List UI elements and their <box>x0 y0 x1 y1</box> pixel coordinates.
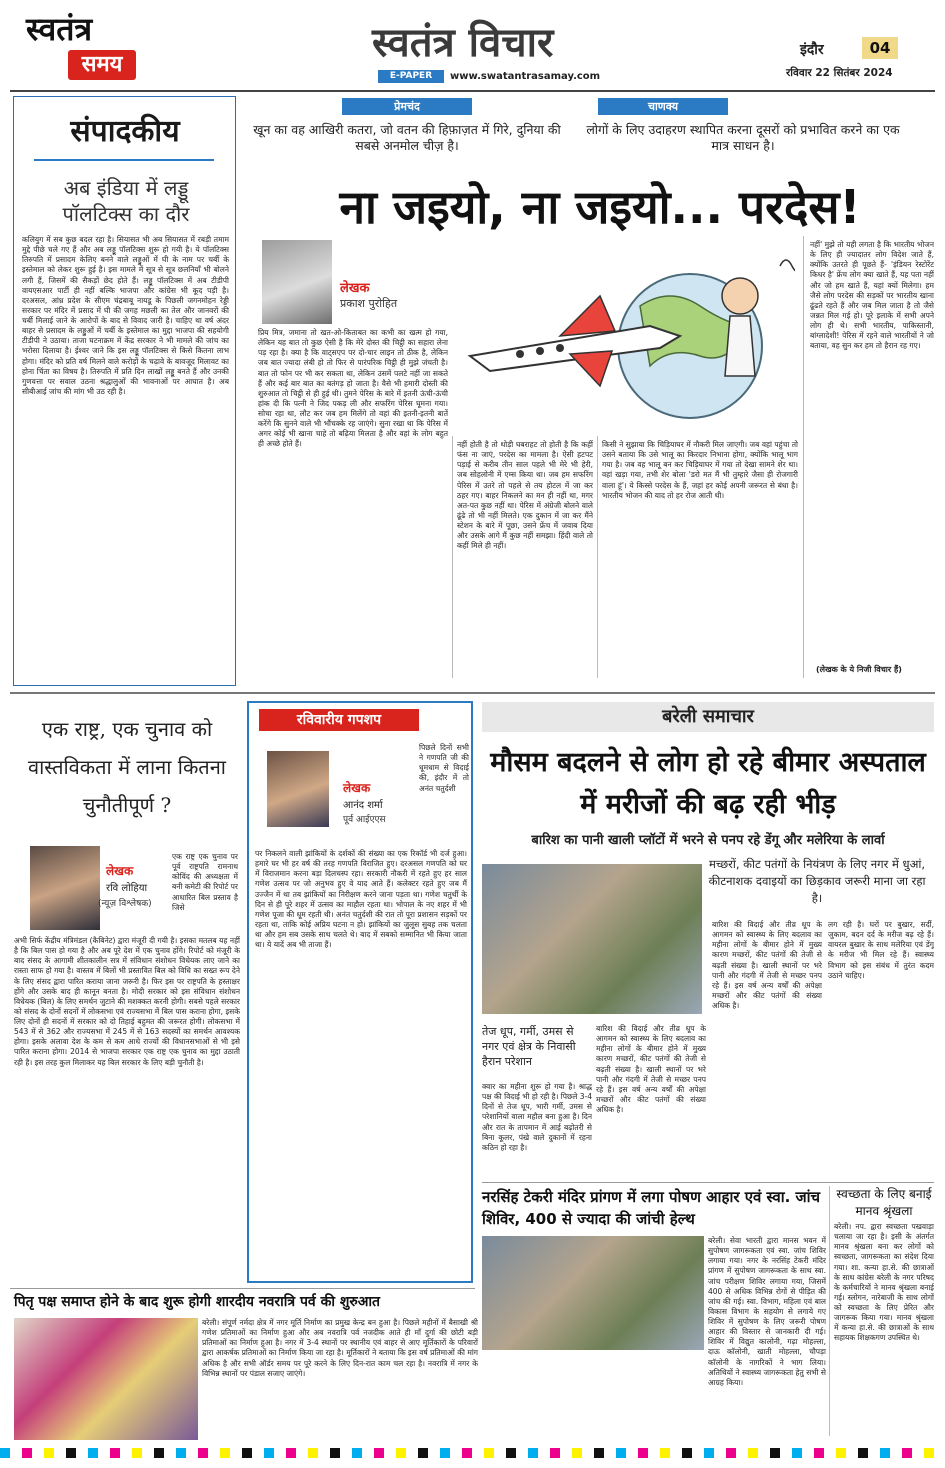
byline-label-main: लेखक <box>340 281 370 296</box>
issue-date: रविवार 22 सितंबर 2024 <box>786 67 893 79</box>
main-article-note: (लेखक के ये निजी विचार हैं) <box>816 665 902 674</box>
page-title: स्वतंत्र विचार <box>372 19 554 66</box>
navratri-headline: पितृ पक्ष समाप्त होने के बाद शुरू होगी शारदीय नवरात्रि पर्व की शुरुआत <box>14 1294 380 1310</box>
camp-headline: नरसिंह टेकरी मंदिर प्रांगण में लगा पोषण आहार एवं स्वा. जांच शिविर, 400 से ज्यादा की जांची हेल्थ <box>482 1188 821 1228</box>
cartoon-illustration <box>450 236 795 436</box>
main-article-col1: प्रिय मित्र, जमाना तो खत-ओ-किताबत का कभी का खत्म हो गया, लेकिन यह बात तो कुछ ऐसी है कि मेरे दोस्त की चिट्ठी का सहारा लेना पड़ रहा है। क्या है कि वाट्सएप पर दो-चार लाइन तो ठीक है, लेकिन जब बात ज्यादा लंबी हो तो फिर से पारंपरिक चिट्ठी ही मुझे जंचती है। बात तो फोन पर भी कर सकता था, लेकिन उसमें पलटे नहीं जा सकते हैं और कई बार बात का बतंगड़ हो जाता है। वैसे भी हमारी दोस्ती की शुरुआत तो चिट्ठी से ही हुई थी। तुमने पेरिस के बारे में इतनी ऊंची-ऊंची हांक दी कि पत्नी ने जिद पकड़ ली और सफरिंग पेरिस घूमना गया। सोचा रहा था, लौट कर जब हम मिलेंगे तो वहां की इतनी-इतनी बातें करेंगे कि सुनने वाले भी भौंचक्के रह जाएंगे। सुना रखा था कि पेरिस में अगर कोई भी खाना चाहे तो बढ़िया मिलता है और वहां के लोग बहुत ही अच्छे होते हैं। <box>258 328 448 449</box>
main-col-divider-1 <box>452 436 453 678</box>
bareilly-headline: मौसम बदलने से लोग हो रहे बीमार अस्पताल में मरीजों की बढ़ रही भीड़ <box>490 747 926 820</box>
page-number: 04 <box>862 37 898 59</box>
quote-chanakya <box>578 98 908 156</box>
bareilly-subhead2: मच्छरों, कीट पतंगों के नियंत्रण के लिए नगर में धुआं, कीटनाशक दवाइयों का छिड़काव जरूरी माना जा रहा है। <box>708 857 926 905</box>
bareilly-section-bar <box>482 702 934 732</box>
byline-author-main: प्रकाश पुरोहित <box>340 297 398 310</box>
main-headline: ना जइयो, ना जइयो... परदेस! <box>339 180 861 234</box>
main-article-col3: किसी ने सुझाया कि चिड़ियाघर में नौकरी मिल जाएगी। जब वहां पहुंचा तो उसने बताया कि उसे भालू का किरदार निभाना होगा, क्योंकि भालू भाग गया है। जब वह भालू बन कर चिड़ियाघर में गया तो देखा सामने शेर था। वहां खड़ा गया, तभी शेर बोला 'डरो मत मैं भी तुम्हारे जैसा ही रोजगारी वाला हूं'। ये किस्से परदेस के हैं, जहां हर कोई अपनी जरूरत से बंधा है। भारतीय भोजन की याद तो हर रोज आती थी। <box>602 440 798 500</box>
bareilly-photo-caption: तेज धूप, गर्मी, उमस से नगर एवं क्षेत्र के निवासी हैरान परेशान <box>482 1025 576 1068</box>
bareilly-body2: क्वार का महीना शुरू हो गया है। श्राद्ध पक्ष की विदाई भी हो रही है। पिछले 3-4 दिनों से तेज धूप, भारी गर्मी, उमस से परेशानियों वाला महौल बना हुआ है। दिन और रात के तापमान में आई बढ़ोतरी से बिना कूलर, पंखे वाले दुकानों में रहना कठिन हो रहा है। <box>482 1082 592 1152</box>
quote-author-premchand: प्रेमचंद <box>342 98 472 115</box>
byline-note-gapshap: पूर्व आईएएस <box>343 815 386 825</box>
main-col-divider-2 <box>597 436 598 678</box>
main-article-col4: नहीं' मुझे तो यही लगता है कि भारतीय भोजन के लिए ही ज्यादातर लोग विदेश जाते हैं, क्योंकि उतरते ही पूछते हैं- 'इंडियन रेस्टोरेंट किधर है' फ्रेंच लोग क्या खाते हैं, यह पता नहीं और जो हम खाते हैं, यहां क्यों मिलेगा। हम जैसे लोग परदेस की सड़कों पर भारतीय खाना ढूंढते रहते हैं और जब मिल जाता है तो जैसे जन्नत मिल गई हो। पूरे इलाके में सभी अपने लोग ही थे। सभी भारतीय, पाकिस्तानी, बांग्लादेशी! पेरिस में रहने वाले भारतीयों ने जो बताया, वह सुन कर हम तो हैरान रह गए। <box>810 240 934 351</box>
gapshap-section: रविवारीय गपशप <box>259 709 419 731</box>
author-photo-prakash <box>262 240 332 324</box>
election-headline: एक राष्ट्र, एक चुनाव को वास्तविकता में लाना कितना चुनौतीपूर्ण ? <box>28 717 226 817</box>
editorial-headline: अब इंडिया में लड्डू पॉलटिक्स का दौर <box>62 176 190 226</box>
editorial-body: कलियुग में सब कुछ बदल रहा है। सियासत भी अब सियासत में रबड़ी तमाम मुद्दे पीछे चले गए हैं और अब लड्डू पॉलटिक्स शुरू हो गयी है। ये पॉलटिक्स तिरुपति में प्रसादम केलिए बनने वाले लड्डुओं में घी के नाम पर चर्बी के इस्तेमाल को लेकर शुरू हुई है। इस मामले में सूत्र से सूत्र छलनियाँ भी बोलने लगी हैं, जिसमें की सैकड़ों छेद होते हैं। लड्डू पॉलटिक्स में अब टीडीपी वायएसआर पार्टी ही नहीं बल्कि भाजपा और कांग्रेस भी कूद पड़ी है। दरअसल, आंध्र प्रदेश के सीएम चंद्रबाबू नायडू के पिछली जगनमोहन रेड्डी सरकार पर मंदिर में प्रसाद में घी की जगह मछली का तेल और जानवरों की चर्बी मिलाई जाने के आरोपों के बाद से विवाद जारी है। चाहिए था वर्ष अंदर बाहर से प्रसादम के लड्डुओं में चर्बी के इस्तेमाल का मुद्दा भाजपा की सहयोगी टीडीपी ने उठाया। ताजा घटनाक्रम में केंद्र सरकार ने भी मामले की जांच का भरोसा दिलाया है। ईश्वर जाने कि इस लड्डू पॉलटिक्स से किसे कितना लाभ होगा। मंदिर को प्रति वर्ष मिलने वाले करोड़ों के चढ़ावे के बावजूद मिलावट का होना चिंता का विषय है। तिरुपति में प्रति दिन लाखों लड्डू बनते हैं और उनकी गुणवत्ता पर सवाल उठना श्रद्धालुओं की भावनाओं पर आघात है। अब सीबीआई जांच की मांग भी उठ रही है। <box>22 235 229 396</box>
gapshap-body: पर निकलने वाली झांकियों के दर्शकों की संख्या का एक रिकॉर्ड भी दर्ज हुआ। हमारे घर भी हर वर्ष की तरह गणपति विराजित हुए। दरअसल गणपति को घर में विराजमान करना बड़ा दिलचस्प रहा। सरकारी नौकरी में रहते हुए हर साल गणेश उत्सव पर जो अनुभव हुए वे याद आते हैं। कलेक्टर रहते हुए जब मैं उज्जैन में था तब झांकियों का निरीक्षण करने जाना पड़ता था। गणेश चतुर्थी के दिन से ही पूरे शहर में उत्सव का माहौल रहता था। भोपाल के नए शहर में भी गणेश पूजा की धूम रहती थी। अनंत चतुर्दशी की रात तो पूरा प्रशासन सड़कों पर रहता था, ताकि कोई अप्रिय घटना न हो। झांकियों का जुलूस सुबह तक चलता था और हम सब उसके साथ चलते थे। बाद में सबको सम्मानित भी किया जाता था। ये यादें अब भी ताजा हैं। <box>255 849 467 950</box>
gapshap-box <box>247 701 473 1283</box>
upper-section-divider <box>10 692 935 694</box>
editorial-section: संपादकीय <box>70 114 180 149</box>
quote-premchand <box>246 98 568 156</box>
bareilly-section: बरेली समाचार <box>662 706 754 727</box>
masthead-divider <box>10 90 935 92</box>
author-photo-anand <box>267 751 329 827</box>
logo-line1: स्वतंत्र <box>26 10 93 48</box>
epaper-badge: E-PAPER <box>378 70 444 83</box>
main-col-divider-3 <box>803 236 804 678</box>
bareilly-body3: लग रही है। घरों पर बुखार, सर्दी, जुकाम, बदन दर्द के मरीज बढ़ रहे हैं। वायरल बुखार के साथ मलेरिया एवं डेंगू के मरीज भी मिल रहे हैं। स्वास्थ्य विभाग को इस संबंध में तुरंत कदम उठाने चाहिए। <box>828 920 934 980</box>
byline-label-gapshap: लेखक <box>343 781 371 795</box>
hospital-photo <box>482 864 702 1014</box>
election-lead: एक राष्ट्र एक चुनाव पर पूर्व राष्ट्रपति रामनाथ कोविंद की अध्यक्षता में बनी कमेटी की रिपोर्ट पर आधारित बिल प्रस्ताव है जिसे <box>172 852 238 912</box>
cleanliness-headline: स्वच्छता के लिए बनाई मानव श्रृंखला <box>836 1187 932 1218</box>
navratri-photo <box>14 1318 198 1440</box>
author-photo-ravi <box>30 846 100 930</box>
bareilly-body2b: बारिश की विदाई और तीव्र धूप के आगमन को स्वास्थ्य के लिए बदलाव का महीना लोगों के बीमार होने में मुख्य कारण मच्छरों, कीट पतंगों की तेजी से बढ़ती संख्या है। खाली स्थानों पर भरे पानी और गंदगी में तेजी से मच्छर पनप रहे हैं। इस वर्ष अन्य वर्षों की अपेक्षा मच्छरों और कीट पतंगों की संख्या अधिक है। <box>596 1024 706 1114</box>
navratri-divider <box>10 1288 475 1289</box>
city-label: इंदौर <box>800 42 824 58</box>
website-link[interactable]: www.swatantrasamay.com <box>450 71 601 82</box>
quote-text-premchand: खून का वह आखिरी कतरा, जो वतन की हिफ़ाज़त में गिरे, दुनिया की सबसे अनमोल चीज़ है। <box>253 122 561 153</box>
logo-line2: समय <box>68 50 136 80</box>
bareilly-subhead1: बारिश का पानी खाली प्लॉटों में भरने से पनप रहे डेंगू और मलेरिया के लार्वा <box>531 833 885 848</box>
navratri-body: बरेली। संपूर्ण नर्मदा क्षेत्र में नगर मूर्ति निर्माण का प्रमुख केन्द्र बन हुआ है। पिछले महीनों में बैसाखी श्री गणेश प्रतिमाओं का निर्माण हुआ और अब नवरात्रि पर्व नजदीक आते ही माँ दुर्गा की छोटी बड़ी प्रतिमाओं का निर्माण हुआ है। नगर में 3-4 स्थानों पर स्थानीय एवं बाहर से आए मूर्तिकारों के परिवारों द्वारा आकर्षक प्रतिमाओं का निर्माण किया जा रहा है। मूर्तिकारों ने बताया कि इस वर्ष प्रतिमाओं की मांग अधिक है और सभी ऑर्डर समय पर पूरे करने के लिए दिन-रात काम चल रहा है। नवरात्रि में नगर के विभिन्न स्थानों पर पंडाल सजाए जाएंगे। <box>202 1318 478 1378</box>
election-body: अभी सिर्फ केंद्रीय मंत्रिमंडल (कैबिनेट) द्वारा मंजूरी दी गयी है। इसका मतलब यह नहीं है कि बिल पास हो गया है और अब पूरे देश में एक चुनाव होंगे। रिपोर्ट को मंजूरी के बाद संसद के आगामी शीतकालीन सत्र में संविधान संशोधन विधेयक लाए जाने का रास्ता साफ हो गया है। वास्तव में बिलों भी प्रस्तावित बिल को विधि का सख्त रूप देने के लिए संसद द्वारा पारित कराया जाना जरूरी है। फिर इस पर राष्ट्रपति के हस्ताक्षर होंगे और उसके बाद ही कानून बनता है। मोदी सरकार को इस संविधान संशोधन विधेयक (बिल) के लिए समर्थन जुटाने की मशक्कत करनी होगी। सबसे पहले सरकार को संसद के दोनों सदनों में लोकसभा एवं राज्यसभा में बिल पास कराना होगा, इसके लिए दोनों ही सदनों में सरकार को दो तिहाई बहुमत की जरूरत होगी। लोकसभा में 543 में से 362 और राज्यसभा में 245 में से 163 सदस्यों का समर्थन आवश्यक होगा। इसके अलावा देश के कम से कम आधे राज्यों की विधानसभाओं से भी इसे पारित कराना होगा। 2014 से भाजपा सरकार एक राष्ट्र एक चुनाव का मुद्दा उठाती रही है। इस तरह कुल मिलाकर यह बिल सरकार के लिए बड़ी चुनौती है। <box>14 936 240 1067</box>
camp-photo <box>482 1236 704 1350</box>
camp-divider <box>482 1182 934 1183</box>
byline-author-gapshap: आनंद शर्मा <box>343 800 383 811</box>
cleanliness-divider <box>829 1186 830 1436</box>
logo <box>26 10 136 84</box>
main-article-col2: नहीं होती है तो थोड़ी घबराहट तो होती है कि कहीं फंस ना जाएं, परदेस का मामला है। ऐसी हटपट पड़ाई से करीब तीन साल पहले भी मेरे भी हेरी, जब सोहलोनी में एम्स किया था। जब हम सफरिंग पेरिस में उतरे तो पहले से तय होटल में जा कर ठहर गए। बाहर निकलने का मन ही नहीं था, मगर अत-पत कुछ नहीं था। पेरिस में अंग्रेजी बोलने वाले ढूंढे तो भी नहीं मिलते। एक दुकान में जा कर मैंने स्टेशन के बारे में पूछा, उसने फ्रेंच में जवाब दिया और उसके आगे मैं कुछ नहीं समझा। हिंदी वाले तो कहीं मिले ही नहीं। <box>457 440 593 551</box>
quote-text-chanakya: लोगों के लिए उदाहरण स्थापित करना दूसरों को प्रभावित करने का एक मात्र साधन है। <box>586 122 900 153</box>
editorial-rule <box>34 159 214 161</box>
byline-label-election: लेखक <box>106 864 134 878</box>
camp-body: बरेली। सेवा भारती द्वारा मानस भवन में सुपोषण जागरूकता एवं स्वा. जांच शिविर लगाया गया। नगर के नरसिंह टेकरी मंदिर प्रांगण में सुपोषण जागरूकता के साथ स्वा. जांच परीक्षण शिविर लगाया गया, जिसमें 400 से अधिक विभिन्न रोगों से पीड़ित की जांच की गई। स्वा. विभाग, महिला एवं बाल विकास विभाग के सहयोग से लगाये गए शिविर में सुपोषण के लिए जरूरी पोषण आहार की विस्तार से जानकारी दी गई। शिविर में विद्युत कालोनी, गढ़ा मोहल्ला, दाऊ कॉलोनी, खाती मोहल्ला, चौपड़ा कॉलोनी के नागरिकों ने भाग लिया। अतिथियों ने स्वास्थ्य जागरूकता हेतु सभी से आग्रह किया। <box>708 1236 826 1387</box>
registration-strip <box>0 1448 945 1458</box>
bareilly-body1: बारिश की विदाई और तीव्र धूप के आगमन को स्वास्थ्य के लिए बदलाव का महीना लोगों के बीमार होने में मुख्य कारण मच्छरों, कीट पतंगों की तेजी से बढ़ती संख्या है। खाली स्थानों पर भरे पानी और गंदगी में तेजी से मच्छर पनप रहे हैं। इस वर्ष अन्य वर्षों की अपेक्षा मच्छरों और कीट पतंगों की संख्या अधिक है। <box>712 920 822 1010</box>
quote-author-chanakya: चाणक्य <box>598 98 728 115</box>
editorial-box <box>13 96 236 686</box>
masthead <box>0 0 945 92</box>
cleanliness-body: बरेली। नप. द्वारा स्वच्छता पखवाड़ा चलाया जा रहा है। इसी के अंतर्गत मानव श्रृंखला बना कर लोगों को स्वच्छता, जागरूकता का संदेश दिया गया। शा. कन्या हा.से. की छात्राओं के साथ कांग्रेस बरेली के नगर परिषद के कर्मचारियों ने मानव श्रृंखला बनाई गई। स्लोगन, नारेबाजी के साथ लोगों को स्वच्छता के लिए प्रेरित और जागरूक किया गया। मानव श्रृंखला में कन्या हा.से. की छात्राओं के साथ सहायक शिक्षकगण उपस्थित थे। <box>834 1222 934 1343</box>
byline-note-election: (न्यूज़ विश्लेषक) <box>98 899 152 909</box>
byline-author-election: रवि लोहिया <box>106 883 148 894</box>
gapshap-lead: पिछले दिनों सभी ने गणपति जी की धूमधाम से विदाई की, इंदौर में तो अनंत चतुर्दशी <box>419 743 469 793</box>
